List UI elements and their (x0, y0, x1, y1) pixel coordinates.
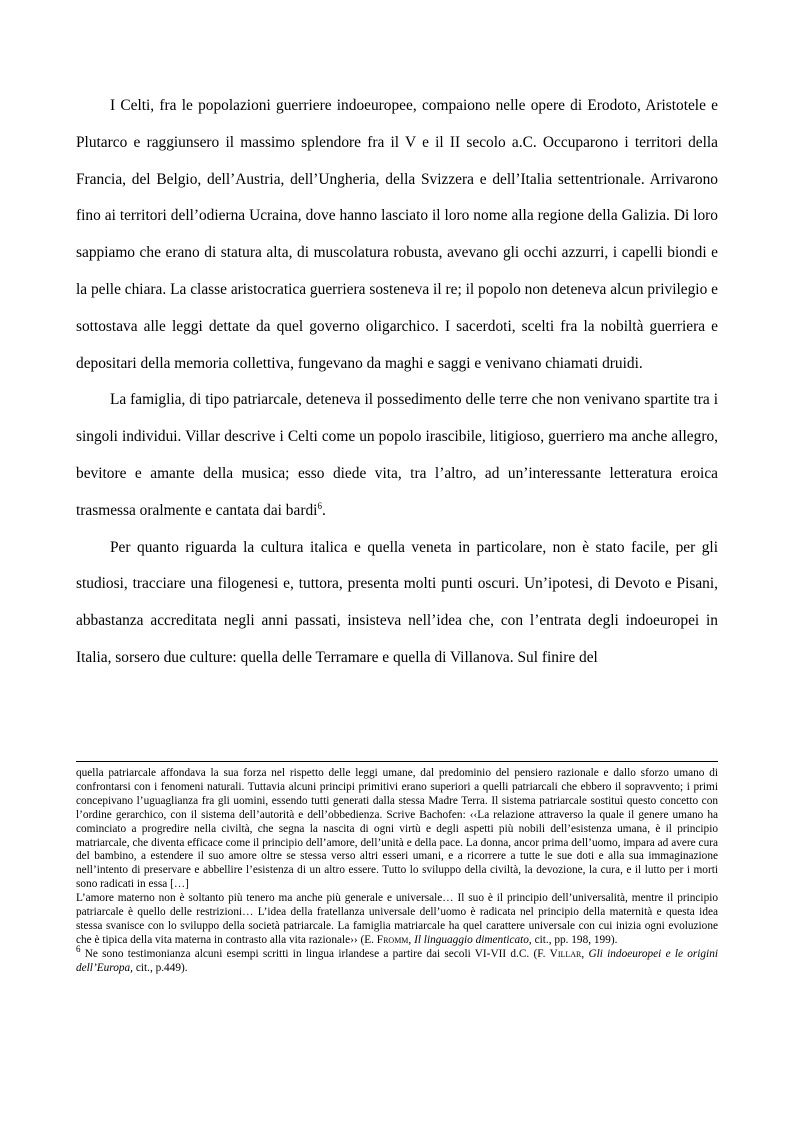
footnote-author-villar: Villar (549, 947, 582, 960)
footnote-citation-fromm: cit., pp. 198, 199). (531, 933, 618, 946)
paragraph-famiglia-end: . (321, 501, 326, 519)
main-text (76, 88, 718, 677)
footnote-ref-6[interactable]: 6 (317, 500, 322, 511)
footnote-continuation-2-text: L’amore materno non è soltanto più tenero ma anche più generale e universale… Il suo è il principio dell’universalità, mentre il principio patriarcale è quello delle restrizioni… L’idea della fratellanza universale dell’uomo è radicata nel principio della maternità e questa idea stessa svanisce con lo sviluppo della società patriarcale. La famiglia matriarcale ha quel carattere universale con cui inizia ogni evoluzione che è tipica della vita materna in contrasto alla vita razionale›› (E. (76, 892, 718, 946)
footnote-separator (76, 761, 718, 762)
footnote-6 (76, 944, 718, 976)
paragraph-cultura-italica: Per quanto riguarda la cultura italica e quella veneta in particolare, non è stato facile, per gli studiosi, tracciare una filogenesi e, tuttora, presenta molti punti oscuri. Un’ipotesi, di Devoto e Pisani, abbastanza accreditata negli anni passati, insisteva nell’idea che, con l’entrata degli indoeuropei in Italia, sorsero due culture: quella delle Terramare e quella di Villanova. Sul finire del (76, 538, 718, 666)
footnote-title-villar: Gli indoeuropei e le origini dell’Europa, (76, 947, 718, 974)
footnote-number-6: 6 (76, 944, 81, 955)
footnote-continuation-2 (76, 892, 718, 948)
footnote-citation-villar: cit., p.449). (133, 961, 188, 974)
paragraph-celti: I Celti, fra le popolazioni guerriere indoeuropee, compaiono nelle opere di Erodoto, Aristotele e Plutarco e raggiunsero il massimo splendore fra il V e il II secolo a.C. Occuparono i territori della Francia, del Belgio, dell’Austria, dell’Ungheria, della Svizzera e dell’Italia settentrionale. Arrivarono fino ai territori dell’odierna Ucraina, dove hanno lasciato il loro nome alla regione della Galizia. Di loro sappiamo che erano di statura alta, di muscolatura robusta, avevano gli occhi azzurri, i capelli biondi e la pelle chiara. La classe aristocratica guerriera sosteneva il re; il popolo non deteneva alcun privilegio e sottostava alle leggi dettate da quel governo oligarchico. I sacerdoti, scelti fra la nobiltà guerriera e depositari della memoria collettiva, fungevano da maghi e saggi e venivano chiamati druidi. (76, 97, 718, 372)
paragraph-famiglia (76, 382, 718, 529)
footnote-separator-text-2: , (581, 947, 589, 960)
footnote-title-fromm: Il linguaggio dimenticato, (414, 933, 532, 946)
footnote-continuation-1: quella patriarcale affondava la sua forza nel rispetto delle leggi umane, dal predominio del pensiero razionale e dallo sforzo umano di confrontarsi con i fenomeni naturali. Tuttavia alcuni principi primitivi erano superiori a quelli patriarcali che ebbero il sopravvento; i primi concepivano l’uguaglianza fra gli uomini, essendo tutti generati dalla stessa Madre Terra. Il sistema patriarcale sostituì questo concetto con l’ordine gerarchico, con il sistema dell’autorità e dell’obbedienza. Scrive Bachofen: ‹‹La relazione attraverso la quale il genere umano ha cominciato a progredire nella civiltà, che segna la nascita di ogni virtù e degli aspetti più nobili dell’esistenza umana, è il principio matriarcale, che diventa efficace come il principio dell’amore, dell’unità e della pace. La donna, ancor prima dell’uomo, impara ad avere cura del bambino, a estendere il suo amore oltre se stessa verso altri esseri umani, e a ricorrere a tutte le sue doti e alla sua immaginazione nell’intento di preservare e abbellire l’esistenza di un altro essere. Tutto lo sviluppo della civiltà, la devozione, la cura, e il lutto per i morti sono radicati in essa […] (76, 767, 718, 891)
footnote-6-text: Ne sono testimonianza alcuni esempi scritti in lingua irlandese a partire dai secoli VI-VII d.C. (F. (80, 947, 550, 960)
footnotes (76, 767, 718, 976)
footnote-separator-text: , (408, 933, 415, 946)
footnote-author-fromm: Fromm (376, 933, 409, 946)
paragraph-famiglia-text: La famiglia, di tipo patriarcale, deteneva il possedimento delle terre che non venivano spartite tra i singoli individui. Villar descrive i Celti come un popolo irascibile, litigioso, guerriero ma anche allegro, bevitore e amante della musica; esso diede vita, tra l’altro, ad un’interessante letteratura eroica trasmessa oralmente e cantata dai bardi (76, 391, 718, 519)
